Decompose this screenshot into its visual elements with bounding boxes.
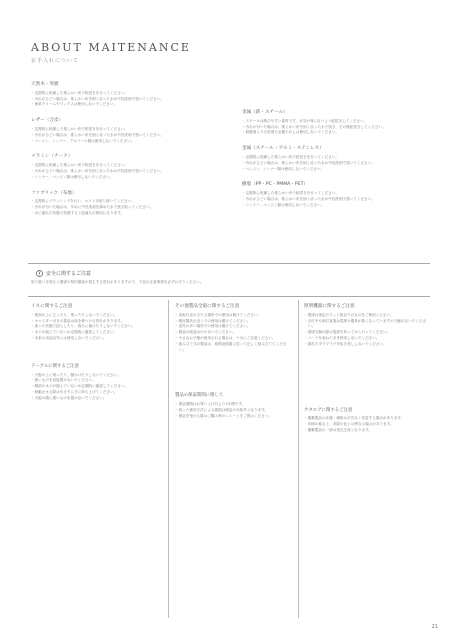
page-subtitle: お手入れについて — [31, 58, 79, 64]
safety-item: ・掲載製品の仕様・価格は予告なく変更する場合があります。 — [304, 416, 405, 421]
care-item: ・定期的に乾燥した柔らかい布で乾拭きを行ってください。 — [31, 126, 129, 131]
care-item: ・汚れがひどい場合は、柔らかい布を固く絞った水か中性洗剤で拭いてください。 — [31, 168, 164, 173]
care-item: ・ベンジン、シンナー、アルコール類は使用しないでください。 — [31, 138, 135, 143]
safety-item: ・電球交換の際は電源を切ってから行ってください。 — [304, 330, 391, 335]
safety-item: ・暖房器具の近くでの使用は避けてください。 — [175, 318, 251, 323]
care-heading: メラミン（チーク） — [31, 154, 73, 160]
care-item: ・定期的に乾燥した柔らかい布で乾拭きを行ってください。 — [242, 191, 340, 196]
page-number: 21 — [431, 624, 438, 630]
safety-subheading: カタログに関するご注意 — [304, 407, 353, 413]
safety-column-general — [175, 304, 293, 420]
safety-item: ・電球は指定のワット数以下のものをご使用ください。 — [304, 312, 394, 317]
safety-item: ・印刷の都合上、実際の色とは異なる場合があります。 — [304, 422, 394, 427]
page-title: ABOUT MAITENANCE — [31, 41, 191, 54]
care-item: ・汚れがひどい場合は、柔らかい布を固く絞った水か中性洗剤で拭いてください。 — [31, 96, 164, 101]
care-item: ・汚れが付いた場合は、早めに中性洗剤を薄めた水で拭き取ってください。 — [31, 205, 154, 210]
safety-intro: 取り扱いを誤ると傷害や物的損害が発生する恐れがありますので、下記の注意事項を必ずお守りください。 — [31, 280, 204, 284]
safety-item: ・キャスター付きの製品は床を傷つける恐れがあります。 — [31, 318, 125, 323]
safety-heading: イスに関するご注意 — [31, 304, 73, 309]
care-item: ・定期的にブラッシングを行い、ホコリを取り除いてください。 — [31, 199, 135, 204]
care-section — [242, 146, 422, 172]
safety-item: ・製品の改造は行わないでください。 — [175, 330, 237, 335]
care-right-column — [242, 110, 422, 219]
safety-item: ・コードを束ねたまま使用しないでください。 — [304, 335, 380, 340]
care-section — [31, 154, 209, 180]
care-section — [242, 182, 422, 208]
care-item: ・定期的に乾燥した柔らかい布で乾拭きを行ってください。 — [31, 90, 129, 95]
safety-item: ・湿気の多い場所での使用は避けてください。 — [175, 324, 251, 329]
care-item: ・スチールは錆びやすい素材です。水気が残らないよう乾拭きしてください。 — [242, 118, 368, 123]
care-item: ・ベンジン、シンナー類は使用しないでください。 — [242, 166, 325, 171]
section-divider — [28, 263, 430, 264]
safety-item: ・掲載製品の一部は受注生産となります。 — [304, 427, 372, 432]
safety-item: ・点灯中や消灯直後は電球や器具が熱くなっていますので触れないでください。 — [304, 318, 427, 329]
care-heading: レザー（合皮） — [31, 118, 64, 124]
care-section — [31, 191, 209, 217]
column-divider — [168, 300, 169, 618]
safety-heading: 照明機器に関するご注意 — [304, 304, 355, 309]
care-section — [31, 82, 209, 108]
care-left-column — [31, 82, 209, 227]
care-item: ・汚れがひどい場合は、柔らかい布を固く絞った水か中性洗剤で拭いてください。 — [242, 160, 375, 165]
safety-item: ・座面の上に立ったり、乗ったりしないでください。 — [31, 312, 118, 317]
safety-item: ・保証を受ける際はご購入時のレシートをご提示ください。 — [175, 413, 272, 418]
safety-item: ・熱いものを直接置かないでください。 — [31, 378, 96, 383]
safety-item: ・濡れた手でプラグを抜き差ししないでください。 — [304, 341, 387, 346]
warning-icon — [36, 270, 43, 277]
care-section — [242, 110, 422, 136]
safety-item: ・誤った使用方法による破損は保証の対象外となります。 — [175, 407, 269, 412]
safety-item: ・直射日光の当たる場所での使用は避けてください。 — [175, 312, 262, 317]
care-heading: ファブリック（布地） — [31, 190, 77, 196]
safety-item: ・小さなお子様が使用される場合は、十分にご注意ください。 — [175, 335, 276, 340]
care-item: ・シンナー、ベンジン類は使用しないでください。 — [242, 202, 325, 207]
care-heading: 樹脂（PP・PC・PMMA・PET） — [242, 182, 308, 188]
safety-item: ・保証期間はお買い上げ日より1年間です。 — [175, 402, 246, 407]
care-item: ・保革クリームやワックスは使用しないでください。 — [31, 102, 118, 107]
safety-heading: その他製品全般に関するご注意 — [175, 304, 240, 309]
care-item: ・定期的に乾燥した柔らかい布で乾拭きを行ってください。 — [31, 163, 129, 168]
section-divider — [28, 296, 430, 297]
care-item: ・汚れがひどい場合は、柔らかい布を固く絞った水か中性洗剤で拭いてください。 — [242, 196, 375, 201]
safety-column-chairs — [31, 304, 161, 402]
safety-column-lighting — [304, 304, 428, 434]
safety-item: ・本来の用途以外には使用しないでください。 — [31, 335, 107, 340]
safety-subheading: 製品の保証期間に関して — [175, 393, 224, 399]
safety-item: ・組み立て式の製品は、取扱説明書に従って正しく組み立ててください。 — [175, 341, 287, 352]
column-divider — [298, 300, 299, 618]
care-heading: 金属（スチール・アルミ・ステンレス） — [242, 146, 324, 152]
safety-item: ・脚部のネジが緩んでいないか定期的に確認してください。 — [31, 384, 129, 389]
care-heading: 天然木・突板 — [31, 82, 59, 87]
care-item: ・水に濡れた状態で放置すると色落ちの原因になります。 — [31, 210, 125, 215]
care-item: ・汚れがひどい場合は、柔らかい布を固く絞った水か中性洗剤で拭いてください。 — [31, 132, 164, 137]
safety-item: ・天板の上に乗ったり、腰かけたりしないでください。 — [31, 372, 121, 377]
safety-item: ・座った状態で揺らしたり、後ろに傾けたりしないでください。 — [31, 324, 136, 329]
safety-title-row — [36, 270, 91, 277]
care-item: ・研磨剤入りの洗剤や金属たわしは使用しないでください。 — [242, 130, 340, 135]
care-heading: 金属（鉄・スチール） — [242, 110, 288, 115]
safety-subheading: テーブルに関するご注意 — [31, 363, 79, 369]
care-item: ・汚れが付いた場合は、柔らかい布を固く絞った水で拭き、その後乾拭きしてください。 — [242, 124, 386, 129]
care-section — [31, 118, 209, 144]
care-item: ・シンナー、ベンジン類は使用しないでください。 — [31, 174, 114, 179]
safety-item: ・ネジが緩んでいないか定期的に確認してください。 — [31, 330, 118, 335]
safety-item: ・天板の端に重いものを置かないでください。 — [31, 395, 107, 400]
care-item: ・定期的に乾燥した柔らかい布で乾拭きを行ってください。 — [242, 154, 340, 159]
safety-item: ・移動させる際は引きずらずに持ち上げてください。 — [31, 389, 118, 394]
safety-title: 安全に関するご注意 — [46, 271, 92, 277]
